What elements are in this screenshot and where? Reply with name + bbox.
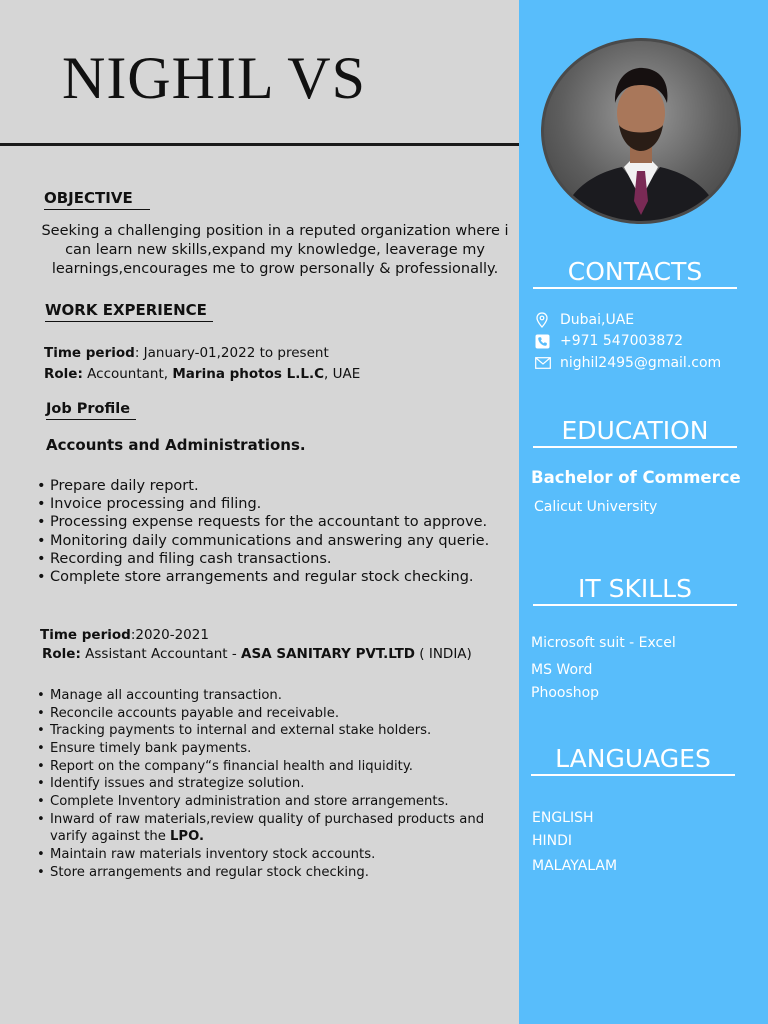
contact-email-text: nighil2495@gmail.com bbox=[560, 355, 722, 371]
list-item: • Complete store arrangements and regular stock checking. bbox=[37, 568, 489, 586]
company-location: , UAE bbox=[324, 366, 361, 382]
it-skills-heading: IT SKILLS bbox=[533, 575, 737, 606]
job-profile-area: Accounts and Administrations. bbox=[46, 436, 306, 454]
contacts-heading: CONTACTS bbox=[533, 258, 737, 289]
list-item bbox=[37, 811, 510, 846]
job1-role bbox=[44, 366, 360, 382]
contact-email bbox=[535, 355, 721, 371]
candidate-name: NIGHIL VS bbox=[62, 45, 366, 111]
list-item: • Complete Inventory administration and store arrangements. bbox=[37, 793, 510, 811]
list-item: • Manage all accounting transaction. bbox=[37, 687, 510, 705]
work-experience-heading: WORK EXPERIENCE bbox=[45, 301, 213, 322]
time-period-label: Time period bbox=[40, 627, 131, 643]
objective-heading: OBJECTIVE bbox=[44, 189, 150, 210]
list-item: • Prepare daily report. bbox=[37, 477, 489, 495]
language-item: HINDI bbox=[532, 833, 573, 849]
contact-phone-text: +971 547003872 bbox=[560, 333, 684, 349]
job1-duties-list bbox=[37, 477, 489, 586]
role-value: Assistant Accountant - bbox=[80, 646, 242, 662]
contact-location bbox=[535, 312, 634, 328]
education-heading: EDUCATION bbox=[533, 417, 737, 448]
contact-location-text: Dubai,UAE bbox=[560, 312, 635, 328]
list-item: • Maintain raw materials inventory stock accounts. bbox=[37, 846, 510, 864]
duty-bold: LPO. bbox=[170, 829, 205, 845]
time-period-label: Time period bbox=[44, 345, 135, 361]
list-item: • Reconcile accounts payable and receivable. bbox=[37, 705, 510, 723]
time-period-value: :2020-2021 bbox=[130, 627, 209, 643]
company-location: ( INDIA) bbox=[415, 646, 472, 662]
company-name: ASA SANITARY PVT.LTD bbox=[241, 646, 415, 662]
language-item: MALAYALAM bbox=[532, 858, 618, 874]
phone-icon bbox=[535, 334, 551, 349]
objective-text: Seeking a challenging position in a reputed organization where i can learn new skills,expand my knowledge, leaverage my learnings,encourages me to grow personally & professionally. bbox=[41, 223, 509, 277]
duty-text: Inward of raw materials,review quality of purchased products and varify against the bbox=[50, 811, 485, 845]
skill-item: Microsoft suit - Excel bbox=[531, 635, 676, 651]
degree: Bachelor of Commerce bbox=[531, 468, 741, 487]
list-item: • Monitoring daily communications and answering any querie. bbox=[37, 532, 489, 550]
list-item: • Processing expense requests for the accountant to approve. bbox=[37, 513, 489, 531]
time-period-value: : January-01,2022 to present bbox=[134, 345, 329, 361]
list-item: • Recording and filing cash transactions. bbox=[37, 550, 489, 568]
list-item: • Identify issues and strategize solution. bbox=[37, 775, 510, 793]
profile-photo bbox=[541, 38, 741, 224]
languages-heading: LANGUAGES bbox=[531, 745, 735, 776]
skill-item: MS Word bbox=[531, 662, 593, 678]
job1-time-period bbox=[44, 345, 329, 361]
envelope-icon bbox=[535, 357, 551, 369]
university: Calicut University bbox=[534, 499, 658, 515]
role-label: Role: bbox=[42, 646, 81, 662]
job-profile-heading: Job Profile bbox=[46, 401, 136, 420]
job2-role bbox=[42, 646, 472, 662]
contact-phone bbox=[535, 333, 683, 349]
person-silhouette-icon bbox=[544, 41, 738, 221]
location-pin-icon bbox=[535, 312, 551, 328]
list-item: • Ensure timely bank payments. bbox=[37, 740, 510, 758]
role-value: Accountant, bbox=[82, 366, 173, 382]
language-item: ENGLISH bbox=[532, 810, 594, 826]
list-item: • Tracking payments to internal and external stake holders. bbox=[37, 722, 510, 740]
job2-duties-list bbox=[37, 687, 510, 881]
name-divider bbox=[0, 143, 519, 146]
job2-time-period bbox=[40, 627, 209, 643]
list-item: • Store arrangements and regular stock checking. bbox=[37, 864, 510, 882]
role-label: Role: bbox=[44, 366, 83, 382]
company-name: Marina photos L.L.C bbox=[172, 366, 325, 382]
list-item: • Report on the company“s financial health and liquidity. bbox=[37, 758, 510, 776]
list-item: • Invoice processing and filing. bbox=[37, 495, 489, 513]
skill-item: Phooshop bbox=[531, 685, 600, 701]
